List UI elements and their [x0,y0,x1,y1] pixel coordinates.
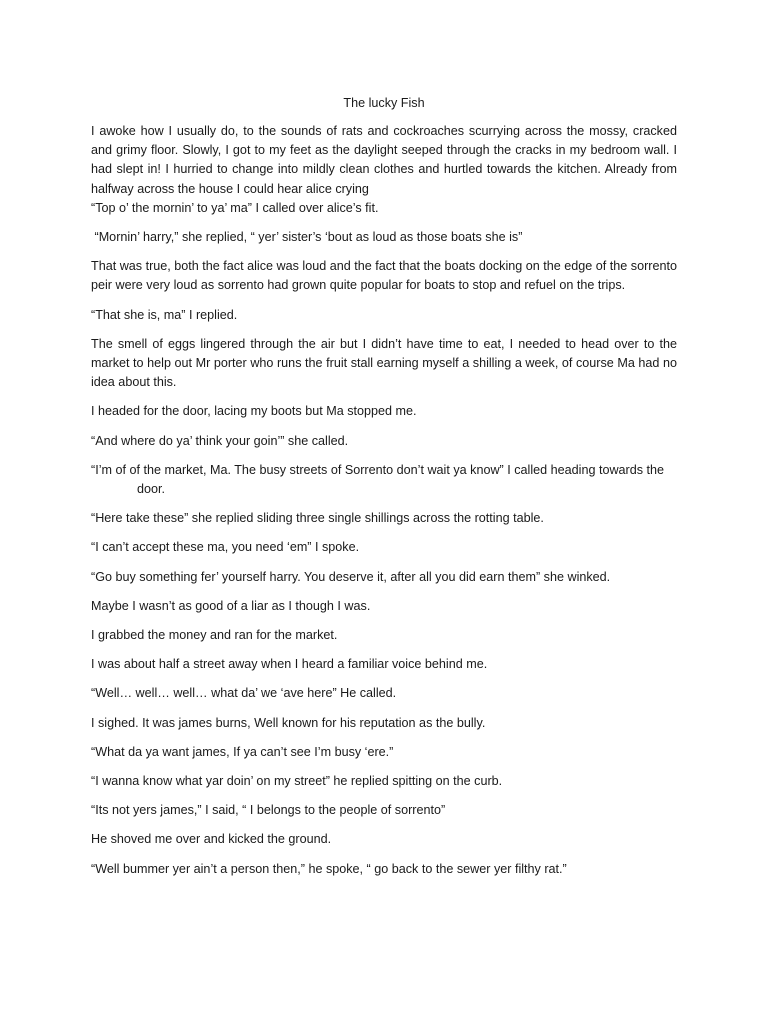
paragraph: That was true, both the fact alice was loud and the fact that the boats docking on the edge of the sorrento peir were very loud as sorrento had grown quite popular for boats to stop and refuel on the trips. [91,259,677,293]
paragraph: “Its not yers james,” I said, “ I belongs to the people of sorrento” [91,803,446,818]
paragraph: “Well… well… well… what da’ we ‘ave here” He called. [91,686,397,701]
document-title: The lucky Fish [343,96,425,110]
paragraph: “I can’t accept these ma, you need ‘em” I spoke. [91,540,360,555]
paragraph: The smell of eggs lingered through the air but I didn’t have time to eat, I needed to head over to the market to help out Mr porter who runs the fruit stall earning myself a shilling a week, of course Ma had no idea about this. [91,336,677,390]
paragraph: I awoke how I usually do, to the sounds of rats and cockroaches scurrying across the mossy, cracked and grimy floor. Slowly, I got to my feet as the daylight seeped through the cracks in my bedroom wall. I had slept in! I hurried to change into mildly clean clothes and hurtled towards the kitchen. Already from halfway across the house I could hear alice crying [91,124,677,196]
paragraph: “I wanna know what yar doin’ on my street” he replied spitting on the curb. [91,774,503,789]
paragraph: “I’m of of the market, Ma. The busy streets of Sorrento don’t wait ya know” I called heading towards the door. [91,462,665,497]
paragraph: I was about half a street away when I heard a familiar voice behind me. [91,657,488,672]
paragraph: “What da ya want james, If ya can’t see I’m busy ‘ere.” [91,744,394,759]
paragraph: I headed for the door, lacing my boots but Ma stopped me. [91,404,417,419]
paragraph: “And where do ya’ think your goin’” she called. [91,433,349,448]
paragraph: He shoved me over and kicked the ground. [91,832,332,847]
paragraph: “Go buy something fer’ yourself harry. You deserve it, after all you did earn them” she winked. [91,569,611,584]
paragraph: “Here take these” she replied sliding three single shillings across the rotting table. [91,511,544,526]
paragraph: “Mornin’ harry,” she replied, “ yer’ sister’s ‘bout as loud as those boats she is” [91,230,523,245]
paragraph: “Well bummer yer ain’t a person then,” he spoke, “ go back to the sewer yer filthy rat.” [91,861,567,876]
paragraph: I sighed. It was james burns, Well known for his reputation as the bully. [91,715,486,730]
paragraph: I grabbed the money and ran for the market. [91,628,338,643]
paragraph: “Top o’ the mornin’ to ya’ ma” I called over alice’s fit. [91,200,379,215]
paragraph: “That she is, ma” I replied. [91,307,238,322]
paragraph: Maybe I wasn’t as good of a liar as I though I was. [91,598,371,613]
